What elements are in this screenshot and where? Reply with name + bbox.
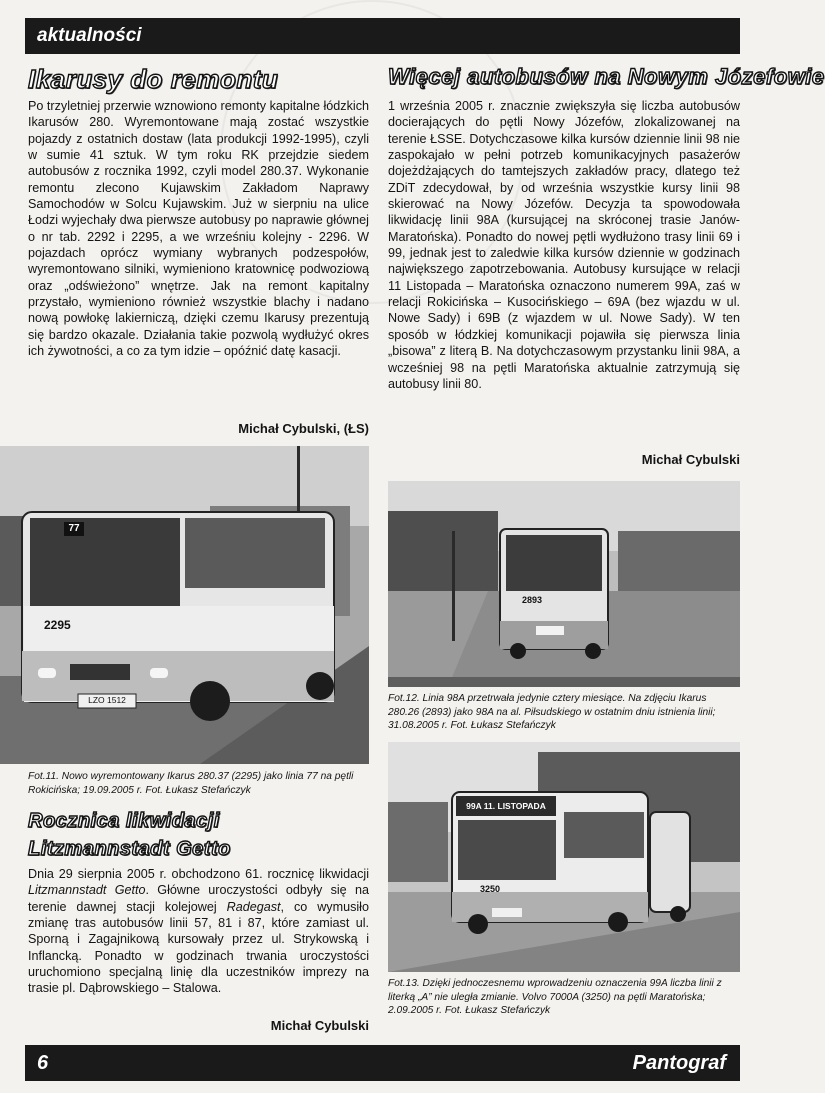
article3-body-p2: . Główne uroczystości odbyły się na terenie dawnej stacji kolejowej <box>28 883 369 914</box>
fot11-fleet-number: 2295 <box>44 618 71 632</box>
page-number: 6 <box>37 1052 49 1074</box>
fot11-caption: Fot.11. Nowo wyremontowany Ikarus 280.37 (2295) jako linia 77 na pętli Rokicińska; 19.09.2005 r. Fot. Łukasz Stefańczyk <box>28 771 354 796</box>
article3-body <box>28 866 369 997</box>
article3-title-line1: Rocznica likwidacji <box>28 810 220 832</box>
article2-title: Więcej autobusów na Nowym Józefowie <box>388 64 825 89</box>
fot11-route-sign: 77 <box>68 523 80 534</box>
article2-author: Michał Cybulski <box>641 452 740 467</box>
article1-title: Ikarusy do remontu <box>28 64 279 94</box>
article1-author: Michał Cybulski, (ŁS) <box>238 421 369 436</box>
fot12-fleet-number: 2893 <box>522 595 543 605</box>
article3-author: Michał Cybulski <box>270 1018 369 1033</box>
fot13-fleet-number: 3250 <box>480 884 501 894</box>
fot13-destination-sign: 99A 11. LISTOPADA <box>466 801 546 811</box>
photo-fot11 <box>0 446 369 764</box>
article3-body-em1: Litzmannstadt Getto <box>28 883 146 898</box>
photo-fot12 <box>388 481 740 687</box>
article3-title-line2: Litzmannstadt Getto <box>28 838 231 860</box>
fot11-plate: LZO 1512 <box>88 695 126 705</box>
magazine-name: Pantograf <box>632 1052 726 1074</box>
section-header <box>25 18 740 54</box>
section-title: aktualności <box>37 25 142 46</box>
article1-body: Po trzyletniej przerwie wznowiono remonty kapitalne łódzkich Ikarusów 280. Wyremontowane mają zostać wszystkie pojazdy z ostatnich dostaw (lata produkcji 1992-1995), czyli w sumie 41 sztuk. W tym roku RK przejdzie siedem autobusów z rocznika 1992, czyli model 280.37. Wykonanie remontu zlecono Kujawskim Zakładom Naprawy Samochodów w Solcu Kujawskim. Już w sierpniu na ulice Łodzi wyjechały dwa pierwsze autobusy po naprawie głównej o nr tab. 2292 i 2295, a we wrześniu kolejny - 2296. W pojazdach oprócz wymiany wybranych podzespołów, wyremontowano silniki, wymieniono kratownicę podwoziową oraz „odświeżono” wnętrze. Jak na remont kapitalny przystało, wymieniono również wszystkie blachy i nadano nową powłokę lakierniczą, dzięki czemu Ikarusy prezentują się bardzo okazale. Działania takie pozwolą wydłużyć okres ich żywotności, a co za tym idzie – opóźnić datę kasacji. <box>28 99 369 359</box>
article3-body-p3: , co wymusiło zmianę tras autobusów linii 57, 81 i 87, które zamiast ul. Sporną i Zagajnikową kursowały przez ul. Strykowską i Inflancką. Ponadto w godzinach trwania uroczystości uruchomiono specjalną linię dla uczestników imprezy na trasie pl. Dąbrowskiego – Stalowa. <box>28 899 369 996</box>
article2-body: 1 września 2005 r. znacznie zwiększyła się liczba autobusów docierających do pętli Nowy Józefów, zlokalizowanej na terenie ŁSSE. Dotychczasowe kilka kursów dziennie linii 98 nie zaspokajało w pełni potrzeb komunikacyjnych pasażerów dojeżdżających do tamtejszych zakładów pracy, dlatego też ZDiT zdecydował, by od września wszystkie kursy linii 98 skierować na Nowy Józefów. Decyzja ta spowodowała likwidację linii 98A (kursującej na skróconej trasie Janów-Maratońska). Ponadto do nowej pętli wydłużono trasy linii 69 i 99, jednak jest to zaledwie kilka kursów dziennie w godzinach największego zapotrzebowania. Autobusy kursujące w relacji 11 Listopada – Maratońska oznaczono numerem 99A, zaś w relacji Rokicińska – Kusocińskiego – 69A (bez wjazdu w ul. Nowe Sady) i 69B (z wjazdem w ul. Nowe Sady). W ten sposób w łódzkiej komunikacji pojawiła się pierwsza linia „bisowa” z literą B. Na dotychczasowym przystanku linii 98A, a wcześniej 98 na pętli Maratońska aktualnie zatrzymują się autobusy linii 80. <box>388 99 740 391</box>
article3-body-p1: Dnia 29 sierpnia 2005 r. obchodzono 61. rocznicę likwidacji <box>28 867 369 881</box>
fot13-caption: Fot.13. Dzięki jednoczesnemu wprowadzeniu oznaczenia 99A liczba linii z literką „A” nie uległa zmianie. Volvo 7000A (3250) na pętli Maratońska; 2.09.2005 r. Fot. Łukasz Stefańczyk <box>388 978 722 1017</box>
fot12-caption: Fot.12. Linia 98A przetrwała jedynie cztery miesiące. Na zdjęciu Ikarus 280.26 (2893) jako 98A na al. Piłsudskiego w ostatnim dniu istnienia linii; 31.08.2005 r. Fot. Łukasz Stefańczyk <box>388 693 716 732</box>
article3-body-em2: Radegast <box>226 899 281 914</box>
photo-fot13 <box>388 742 740 972</box>
page-footer <box>25 1045 740 1081</box>
